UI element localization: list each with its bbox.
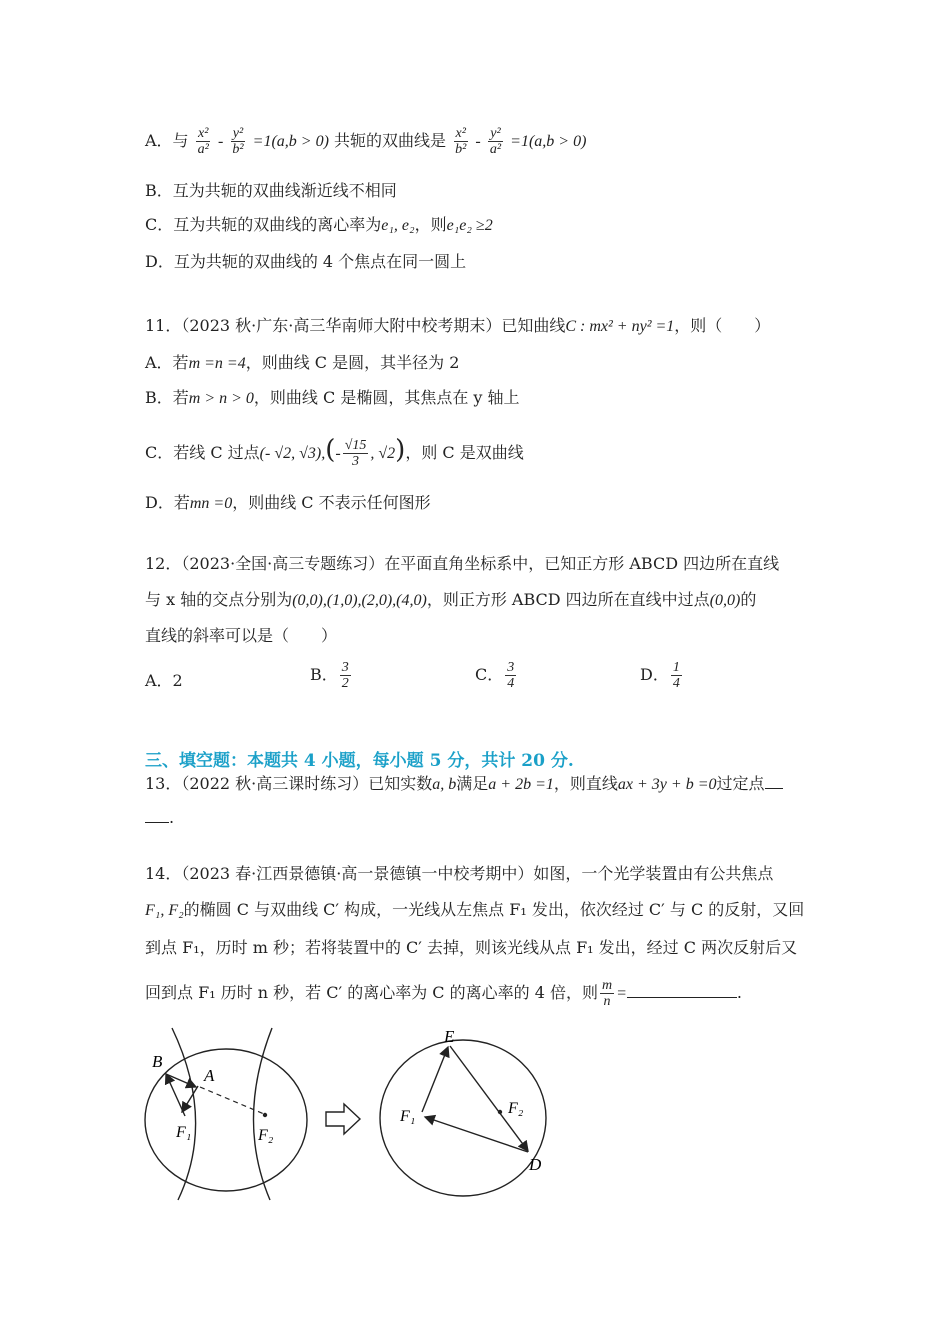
answer-blank[interactable] bbox=[145, 806, 169, 823]
q11-stem: 11．（2023 秋·广东·高三华南师大附中校考期末）已知曲线C : mx² + ny² =1，则（ ） bbox=[145, 316, 771, 335]
q10-option-c: C．互为共轭的双曲线的离心率为e₁, e₂，则e₁e₂ ≥2 bbox=[145, 215, 493, 234]
q10-option-b: B．互为共轭的双曲线渐近线不相同 bbox=[145, 181, 397, 200]
label-b: B bbox=[152, 1052, 163, 1071]
fraction: $\frac{\text{x²}}{\text{b²}}$ bbox=[455, 126, 467, 157]
optics-figure bbox=[130, 1020, 570, 1205]
fraction: $\frac{1}{4}$ bbox=[672, 660, 680, 691]
q12-option-b: B． $\frac{3}{2}$ bbox=[310, 660, 349, 691]
q14-line1: 14．（2023 春·江西景德镇·高一景德镇一中校考期中）如图，一个光学装置由有公共焦点 bbox=[145, 864, 774, 883]
q14-line3: 到点 F₁，历时 m 秒；若将装置中的 C′ 去掉，则该光线从点 F₁ 发出，经过 C 两次反射后又 bbox=[145, 938, 798, 957]
fraction: $\frac{\text{y²}}{\text{b²}}$ bbox=[232, 126, 244, 157]
label-f1-left: F₁ bbox=[176, 1124, 192, 1141]
q11-option-b: B．若m > n > 0，则曲线 C 是椭圆，其焦点在 y 轴上 bbox=[145, 388, 520, 407]
focus-f2-dot bbox=[263, 1113, 267, 1117]
q13-blank-cont: . bbox=[145, 806, 174, 829]
ray-d-to-f1 bbox=[425, 1117, 528, 1152]
q12-stem-line2: 与 x 轴的交点分别为(0,0),(1,0),(2,0),(4,0)，则正方形 ABCD 四边所在直线中过点(0,0)的 bbox=[145, 590, 757, 609]
fraction: $\frac{3}{2}$ bbox=[341, 660, 349, 691]
label-a: A bbox=[204, 1066, 215, 1085]
section-heading: 三、填空题：本题共 4 小题，每小题 5 分，共计 20 分. bbox=[145, 751, 574, 771]
label-f2-right: F₂ bbox=[508, 1100, 524, 1117]
transform-arrow-icon bbox=[326, 1104, 360, 1134]
ray-f1-to-e bbox=[422, 1047, 448, 1112]
q12-option-a: A．2 bbox=[145, 671, 183, 690]
fraction: $\frac{\text{y²}}{\text{a²}}$ bbox=[489, 126, 502, 157]
label-f2-left: F₂ bbox=[258, 1127, 274, 1144]
q12-stem-line1: 12．（2023·全国·高三专题练习）在平面直角坐标系中，已知正方形 ABCD 四边所在直线 bbox=[145, 554, 780, 573]
q12-stem-line3: 直线的斜率可以是（ ） bbox=[145, 626, 338, 645]
focus-f2-dot-right bbox=[498, 1110, 502, 1114]
q13-stem: 13．（2022 秋·高三课时练习）已知实数a, b满足a + 2b =1，则直线ax + 3y + b =0过定点 bbox=[145, 772, 783, 796]
q10-option-d: D．互为共轭的双曲线的 4 个焦点在同一圆上 bbox=[145, 252, 467, 271]
fraction: $\frac{√15}{3}$ bbox=[344, 438, 367, 469]
fraction: $\frac{3}{4}$ bbox=[507, 660, 515, 691]
answer-blank[interactable] bbox=[627, 981, 737, 998]
q11-option-d: D．若mn =0，则曲线 C 不表示任何图形 bbox=[145, 493, 431, 512]
q11-option-c: C．若线 C 过点(- √2, √3),(- $\frac{√15}{3}$ , √2)，则 C 是双曲线 bbox=[145, 435, 524, 469]
label-e: E bbox=[444, 1027, 455, 1046]
fraction: $\frac{m}{n}$ bbox=[601, 978, 613, 1009]
q14-line2: F₁, F₂的椭圆 C 与双曲线 C′ 构成，一光线从左焦点 F₁ 发出，依次经过 C′ 与 C 的反射，又回 bbox=[145, 900, 805, 919]
q10-option-a: A．与 $\frac{\text{x²}}{\text{a²}}$ - $\frac{\text{y²}}{\text{b²}}$ =1(a,b > 0) 共轭的双曲线是 $\frac{\text{x²}}{\text{b²}}$ - $\frac{\text{y²}}{\text{a²}}$ =1(a,b > 0) bbox=[145, 126, 587, 157]
ray-e-to-d bbox=[450, 1046, 528, 1151]
answer-blank[interactable] bbox=[765, 772, 783, 789]
label-f1-right: F₁ bbox=[400, 1108, 416, 1125]
q12-option-c: C． $\frac{3}{4}$ bbox=[475, 660, 515, 691]
ellipse-c bbox=[145, 1049, 307, 1191]
q12-option-d: D． $\frac{1}{4}$ bbox=[640, 660, 680, 691]
q11-option-a: A．若m =n =4，则曲线 C 是圆，其半径为 2 bbox=[145, 353, 460, 372]
label-d: D bbox=[529, 1155, 542, 1174]
q14-line4: 回到点 F₁ 历时 n 秒，若 C′ 的离心率为 C 的离心率的 4 倍，则 $\frac{m}{n}$ = . bbox=[145, 978, 742, 1009]
fraction: $\frac{\text{x²}}{\text{a²}}$ bbox=[197, 126, 209, 157]
